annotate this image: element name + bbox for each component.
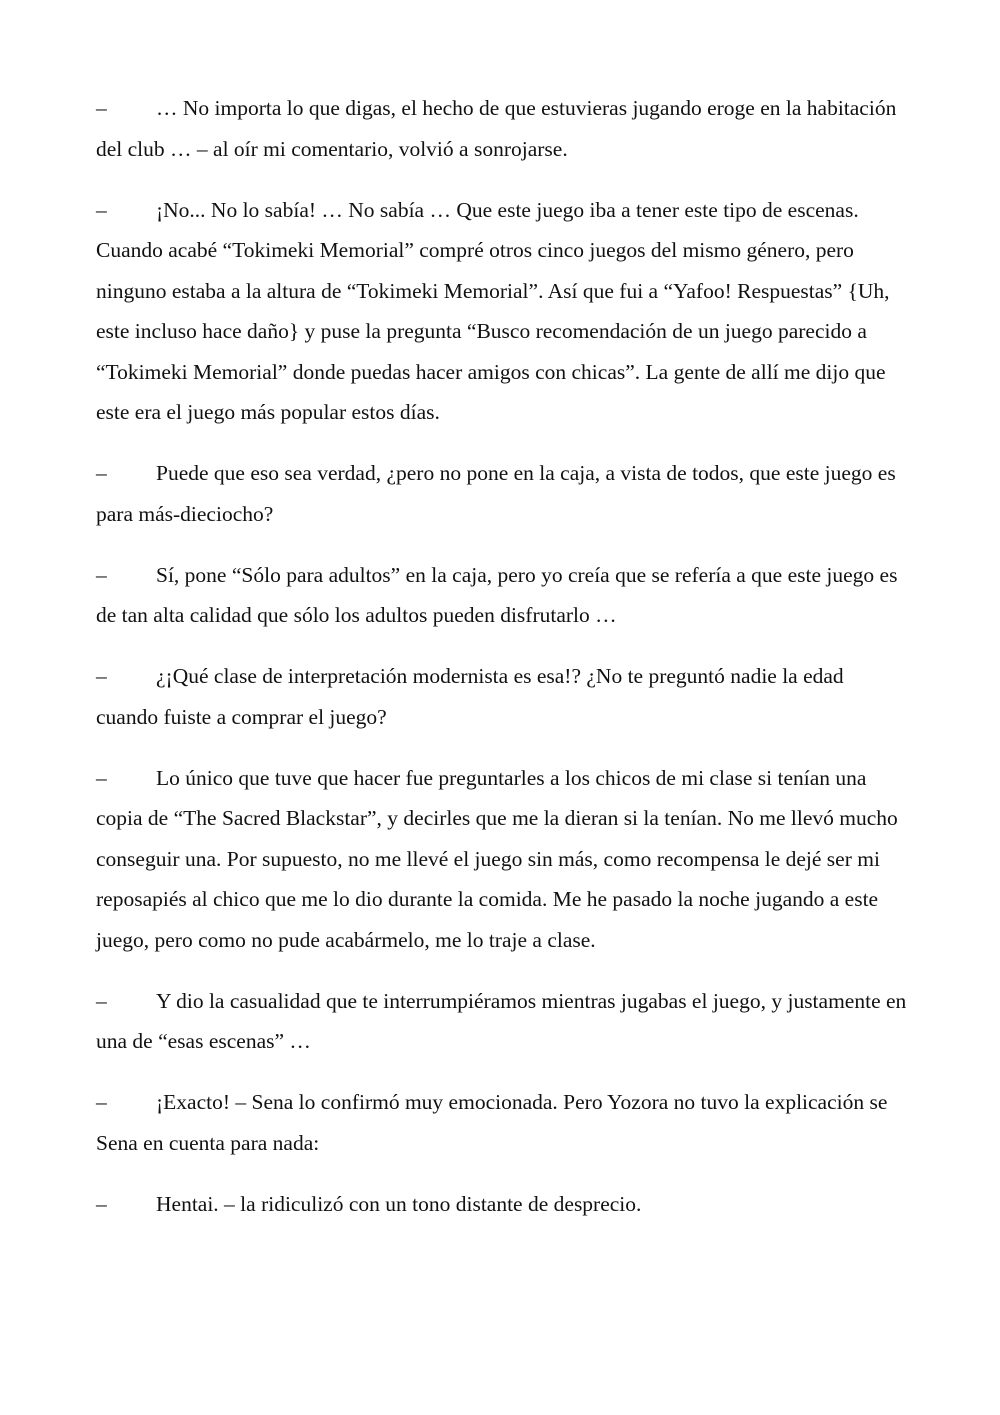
dialogue-dash: –: [96, 664, 107, 688]
paragraph-text: Hentai. – la ridiculizó con un tono distante de desprecio.: [156, 1191, 642, 1216]
dialogue-paragraph-6: [96, 758, 911, 961]
paragraph-text: Y dio la casualidad que te interrumpiéramos mientras jugabas el juego, y justamente en una de “esas escenas” …: [96, 988, 907, 1053]
paragraph-text: ¡No... No lo sabía! … No sabía … Que este juego iba a tener este tipo de escenas. Cuando acabé “Tokimeki Memorial” compré otros cinco juegos del mismo género, pero ninguno estaba a la altura de “Tokimeki Memorial”. Así que fui a “Yafoo! Respuestas” {Uh, este incluso hace daño} y puse la pregunta “Busco recomendación de un juego parecido a “Tokimeki Memorial” donde puedas hacer amigos con chicas”. La gente de allí me dijo que este era el juego más popular estos días.: [96, 197, 890, 424]
dialogue-dash: –: [96, 1191, 107, 1216]
dialogue-paragraph-8: [96, 1082, 911, 1163]
paragraph-text: Lo único que tuve que hacer fue preguntarles a los chicos de mi clase si tenían una copia de “The Sacred Blackstar”, y decirles que me la dieran si la tenían. No me llevó mucho conseguir una. Por supuesto, no me llevé el juego sin más, como recompensa le dejé ser mi reposapiés al chico que me lo dio durante la comida. Me he pasado la noche jugando a este juego, pero como no pude acabármelo, me lo traje a clase.: [96, 765, 898, 952]
paragraph-text: … No importa lo que digas, el hecho de que estuvieras jugando eroge en la habitación del club … – al oír mi comentario, volvió a sonrojarse.: [96, 96, 897, 161]
dialogue-dash: –: [96, 562, 107, 587]
paragraph-text: Sí, pone “Sólo para adultos” en la caja, pero yo creía que se refería a que este juego es de tan alta calidad que sólo los adultos pueden disfrutarlo …: [96, 562, 898, 627]
dialogue-paragraph-3: [96, 453, 911, 534]
dialogue-paragraph-4: [96, 555, 911, 636]
document-body: [96, 88, 911, 1245]
dialogue-dash: –: [96, 1090, 107, 1114]
dialogue-paragraph-5: [96, 656, 911, 737]
dialogue-paragraph-2: [96, 190, 911, 433]
dialogue-dash: –: [96, 197, 107, 222]
dialogue-paragraph-9: [96, 1184, 911, 1225]
dialogue-paragraph-1: [96, 88, 911, 169]
paragraph-text: Puede que eso sea verdad, ¿pero no pone en la caja, a vista de todos, que este juego es para más-dieciocho?: [96, 461, 896, 526]
paragraph-text: ¿¡Qué clase de interpretación modernista es esa!? ¿No te preguntó nadie la edad cuando fuiste a comprar el juego?: [96, 664, 844, 729]
dialogue-dash: –: [96, 988, 107, 1013]
paragraph-text: ¡Exacto! – Sena lo confirmó muy emocionada. Pero Yozora no tuvo la explicación se Sena en cuenta para nada:: [96, 1090, 888, 1155]
dialogue-dash: –: [96, 96, 107, 120]
dialogue-dash: –: [96, 765, 107, 790]
dialogue-dash: –: [96, 461, 107, 485]
dialogue-paragraph-7: [96, 981, 911, 1062]
